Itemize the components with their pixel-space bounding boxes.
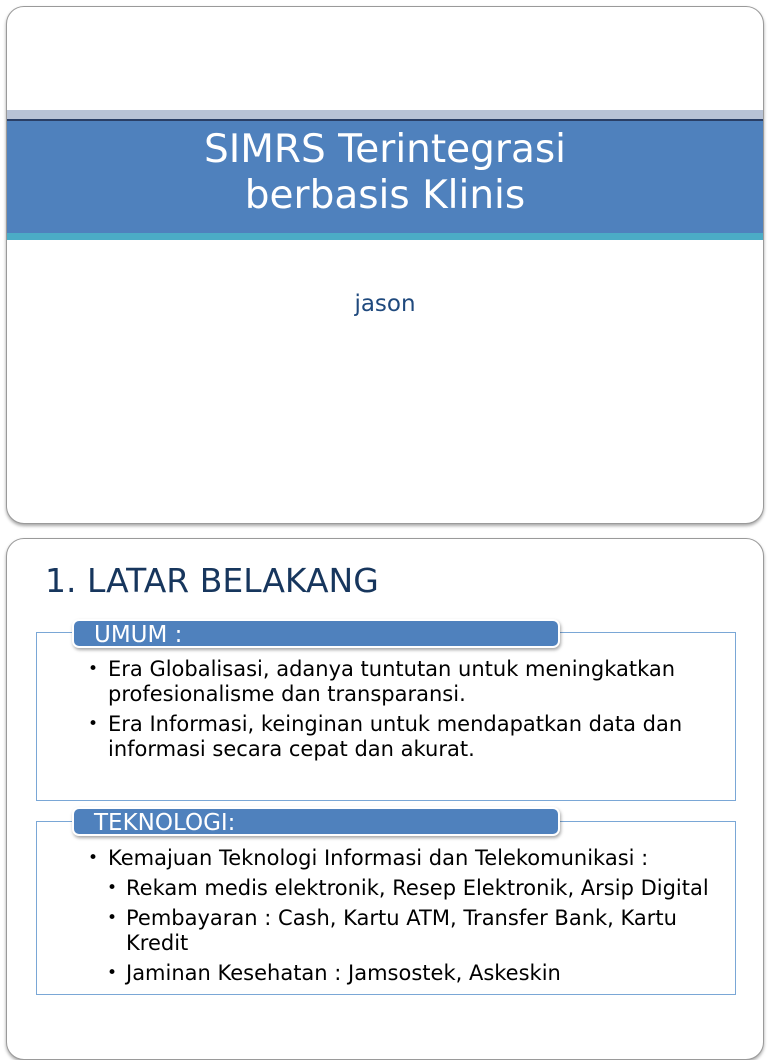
title-slide	[6, 6, 764, 524]
title-band-top-stripe	[7, 110, 763, 119]
section-teknologi	[36, 807, 736, 1007]
section-teknologi-list	[36, 846, 736, 986]
list-item: • Pembayaran : Cash, Kartu ATM, Transfer Bank, Kartu Kredit	[36, 906, 736, 956]
content-slide	[6, 538, 764, 1060]
slide-title	[7, 127, 763, 219]
section-umum-list	[36, 657, 736, 767]
list-item: • Jaminan Kesehatan : Jamsostek, Askeskin	[36, 961, 736, 986]
list-item: • Kemajuan Teknologi Informasi dan Telekomunikasi :	[36, 846, 736, 871]
slide-title-line-2: berbasis Klinis	[244, 173, 526, 218]
list-item: • Era Informasi, keinginan untuk mendapatkan data dan informasi secara cepat dan akurat.	[36, 712, 736, 762]
section-umum	[36, 619, 736, 801]
slide-heading: 1. LATAR BELAKANG	[45, 561, 379, 600]
list-item: • Era Globalisasi, adanya tuntutan untuk meningkatkan profesionalisme dan transparansi.	[36, 657, 736, 707]
title-band-accent-stripe	[7, 233, 763, 240]
section-umum-label: UMUM :	[72, 619, 560, 648]
section-teknologi-label: TEKNOLOGI:	[72, 807, 560, 836]
slide-title-line-1: SIMRS Terintegrasi	[203, 127, 567, 172]
slide-subtitle: jason	[354, 291, 416, 317]
list-item: • Rekam medis elektronik, Resep Elektronik, Arsip Digital	[36, 876, 736, 901]
